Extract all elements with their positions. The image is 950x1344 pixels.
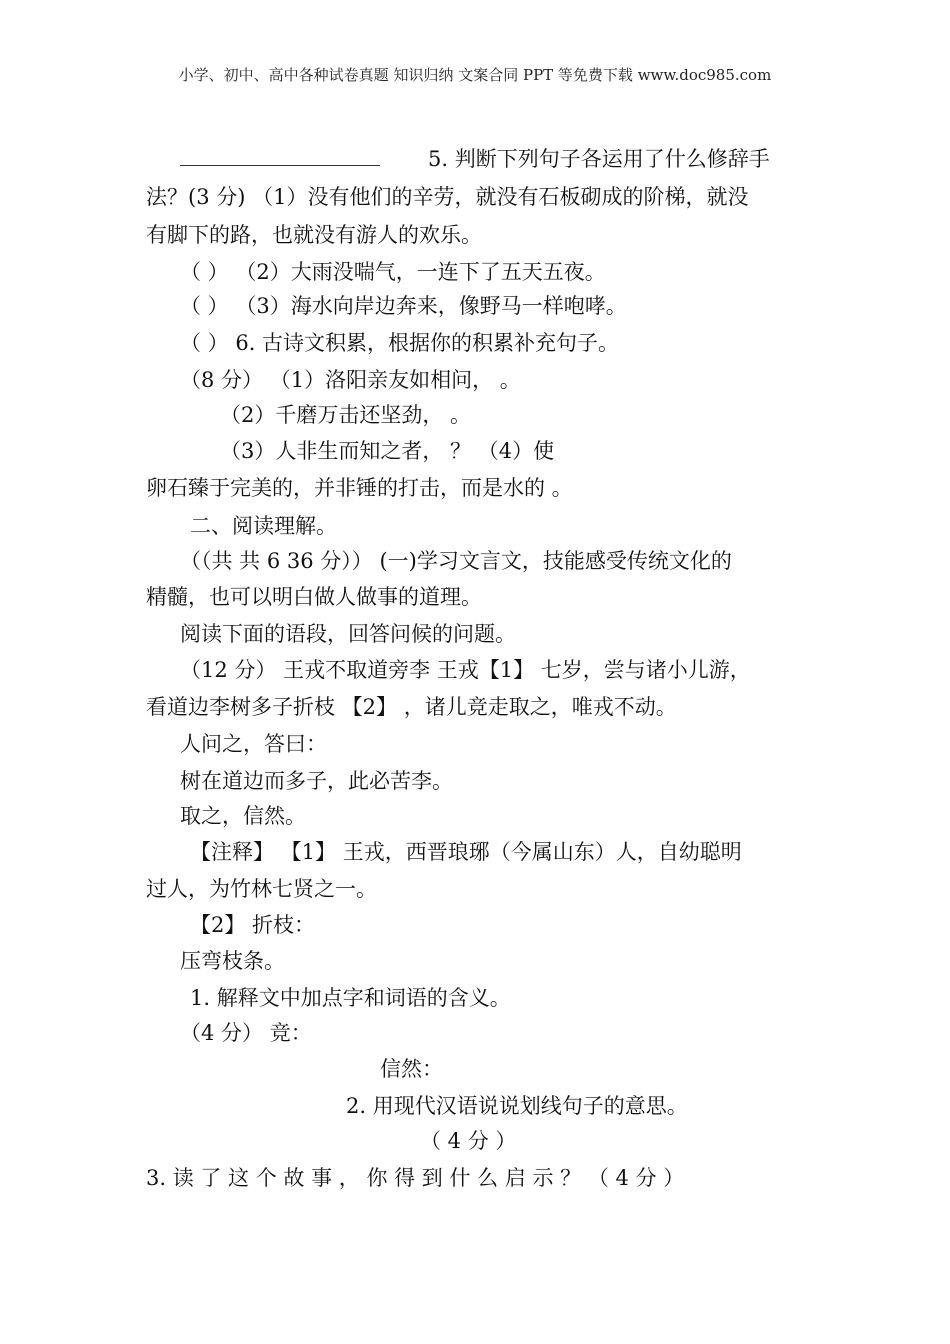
text-line: （（共 共 6 36 分）） (一)学习文言文，技能感受传统文化的 xyxy=(180,549,732,573)
question-line: 3. 读 了 这 个 故 事 ， 你 得 到 什 么 启 示 ？ （ 4 分 ） xyxy=(146,1166,685,1190)
page-header: 小学、初中、高中各种试卷真题 知识归纳 文案合同 PPT 等免费下载 www.doc985.com xyxy=(178,66,772,84)
text-line: 看道边李树多子折枝 【2】 ，诸儿竞走取之，唯戎不动。 xyxy=(146,695,677,719)
text-line: （12 分） 王戎不取道旁李 王戎【1】 七岁，尝与诸小儿游， xyxy=(180,658,751,682)
question-line: （ 4 分 ） xyxy=(420,1129,517,1153)
text-line: （2）千磨万击还坚劲， 。 xyxy=(220,403,472,427)
text-line: （ ） 6. 古诗文积累，根据你的积累补充句子。 xyxy=(180,331,620,355)
text-line: 树在道边而多子，此必苦李。 xyxy=(180,769,453,793)
annotation-line: 【2】 折枝： xyxy=(190,913,316,937)
annotation-line: 过人，为竹林七贤之一。 xyxy=(146,877,377,901)
text-line: 有脚下的路，也就没有游人的欢乐。 xyxy=(146,223,482,247)
question-line: 1. 解释文中加点字和词语的含义。 xyxy=(190,986,511,1010)
text-line: 5. 判断下列句子各运用了什么修辞手 xyxy=(428,147,770,171)
text-line: 卵石臻于完美的，并非锤的打击，而是水的 。 xyxy=(146,476,573,500)
text-line: （8 分） （1）洛阳亲友如相问， 。 xyxy=(180,368,521,392)
question-line: 2. 用现代汉语说说划线句子的意思。 xyxy=(346,1094,688,1118)
annotation-line: 【注释】 【1】 王戎，西晋琅琊（今属山东）人，自幼聪明 xyxy=(190,840,742,864)
question-line: （4 分） 竞： xyxy=(180,1021,312,1045)
text-line: 精髓，也可以明白做人做事的道理。 xyxy=(146,585,482,609)
text-line: （3）人非生而知之者， ？ （4）使 xyxy=(220,439,555,463)
text-line: 阅读下面的语段，回答问候的问题。 xyxy=(180,622,516,646)
question-line: 信然： xyxy=(380,1057,443,1081)
text-line: 人问之，答曰： xyxy=(180,732,327,756)
section-heading: 二、阅读理解。 xyxy=(190,514,337,538)
text-line: （ ） （3）海水向岸边奔来，像野马一样咆哮。 xyxy=(180,294,627,318)
annotation-line: 压弯枝条。 xyxy=(180,949,285,973)
answer-blank-line xyxy=(180,165,380,166)
text-line: 法？(3 分) （1）没有他们的辛劳，就没有石板砌成的阶梯，就没 xyxy=(146,185,749,209)
text-line: （ ） （2）大雨没喘气，一连下了五天五夜。 xyxy=(180,260,606,284)
text-line: 取之，信然。 xyxy=(180,804,306,828)
